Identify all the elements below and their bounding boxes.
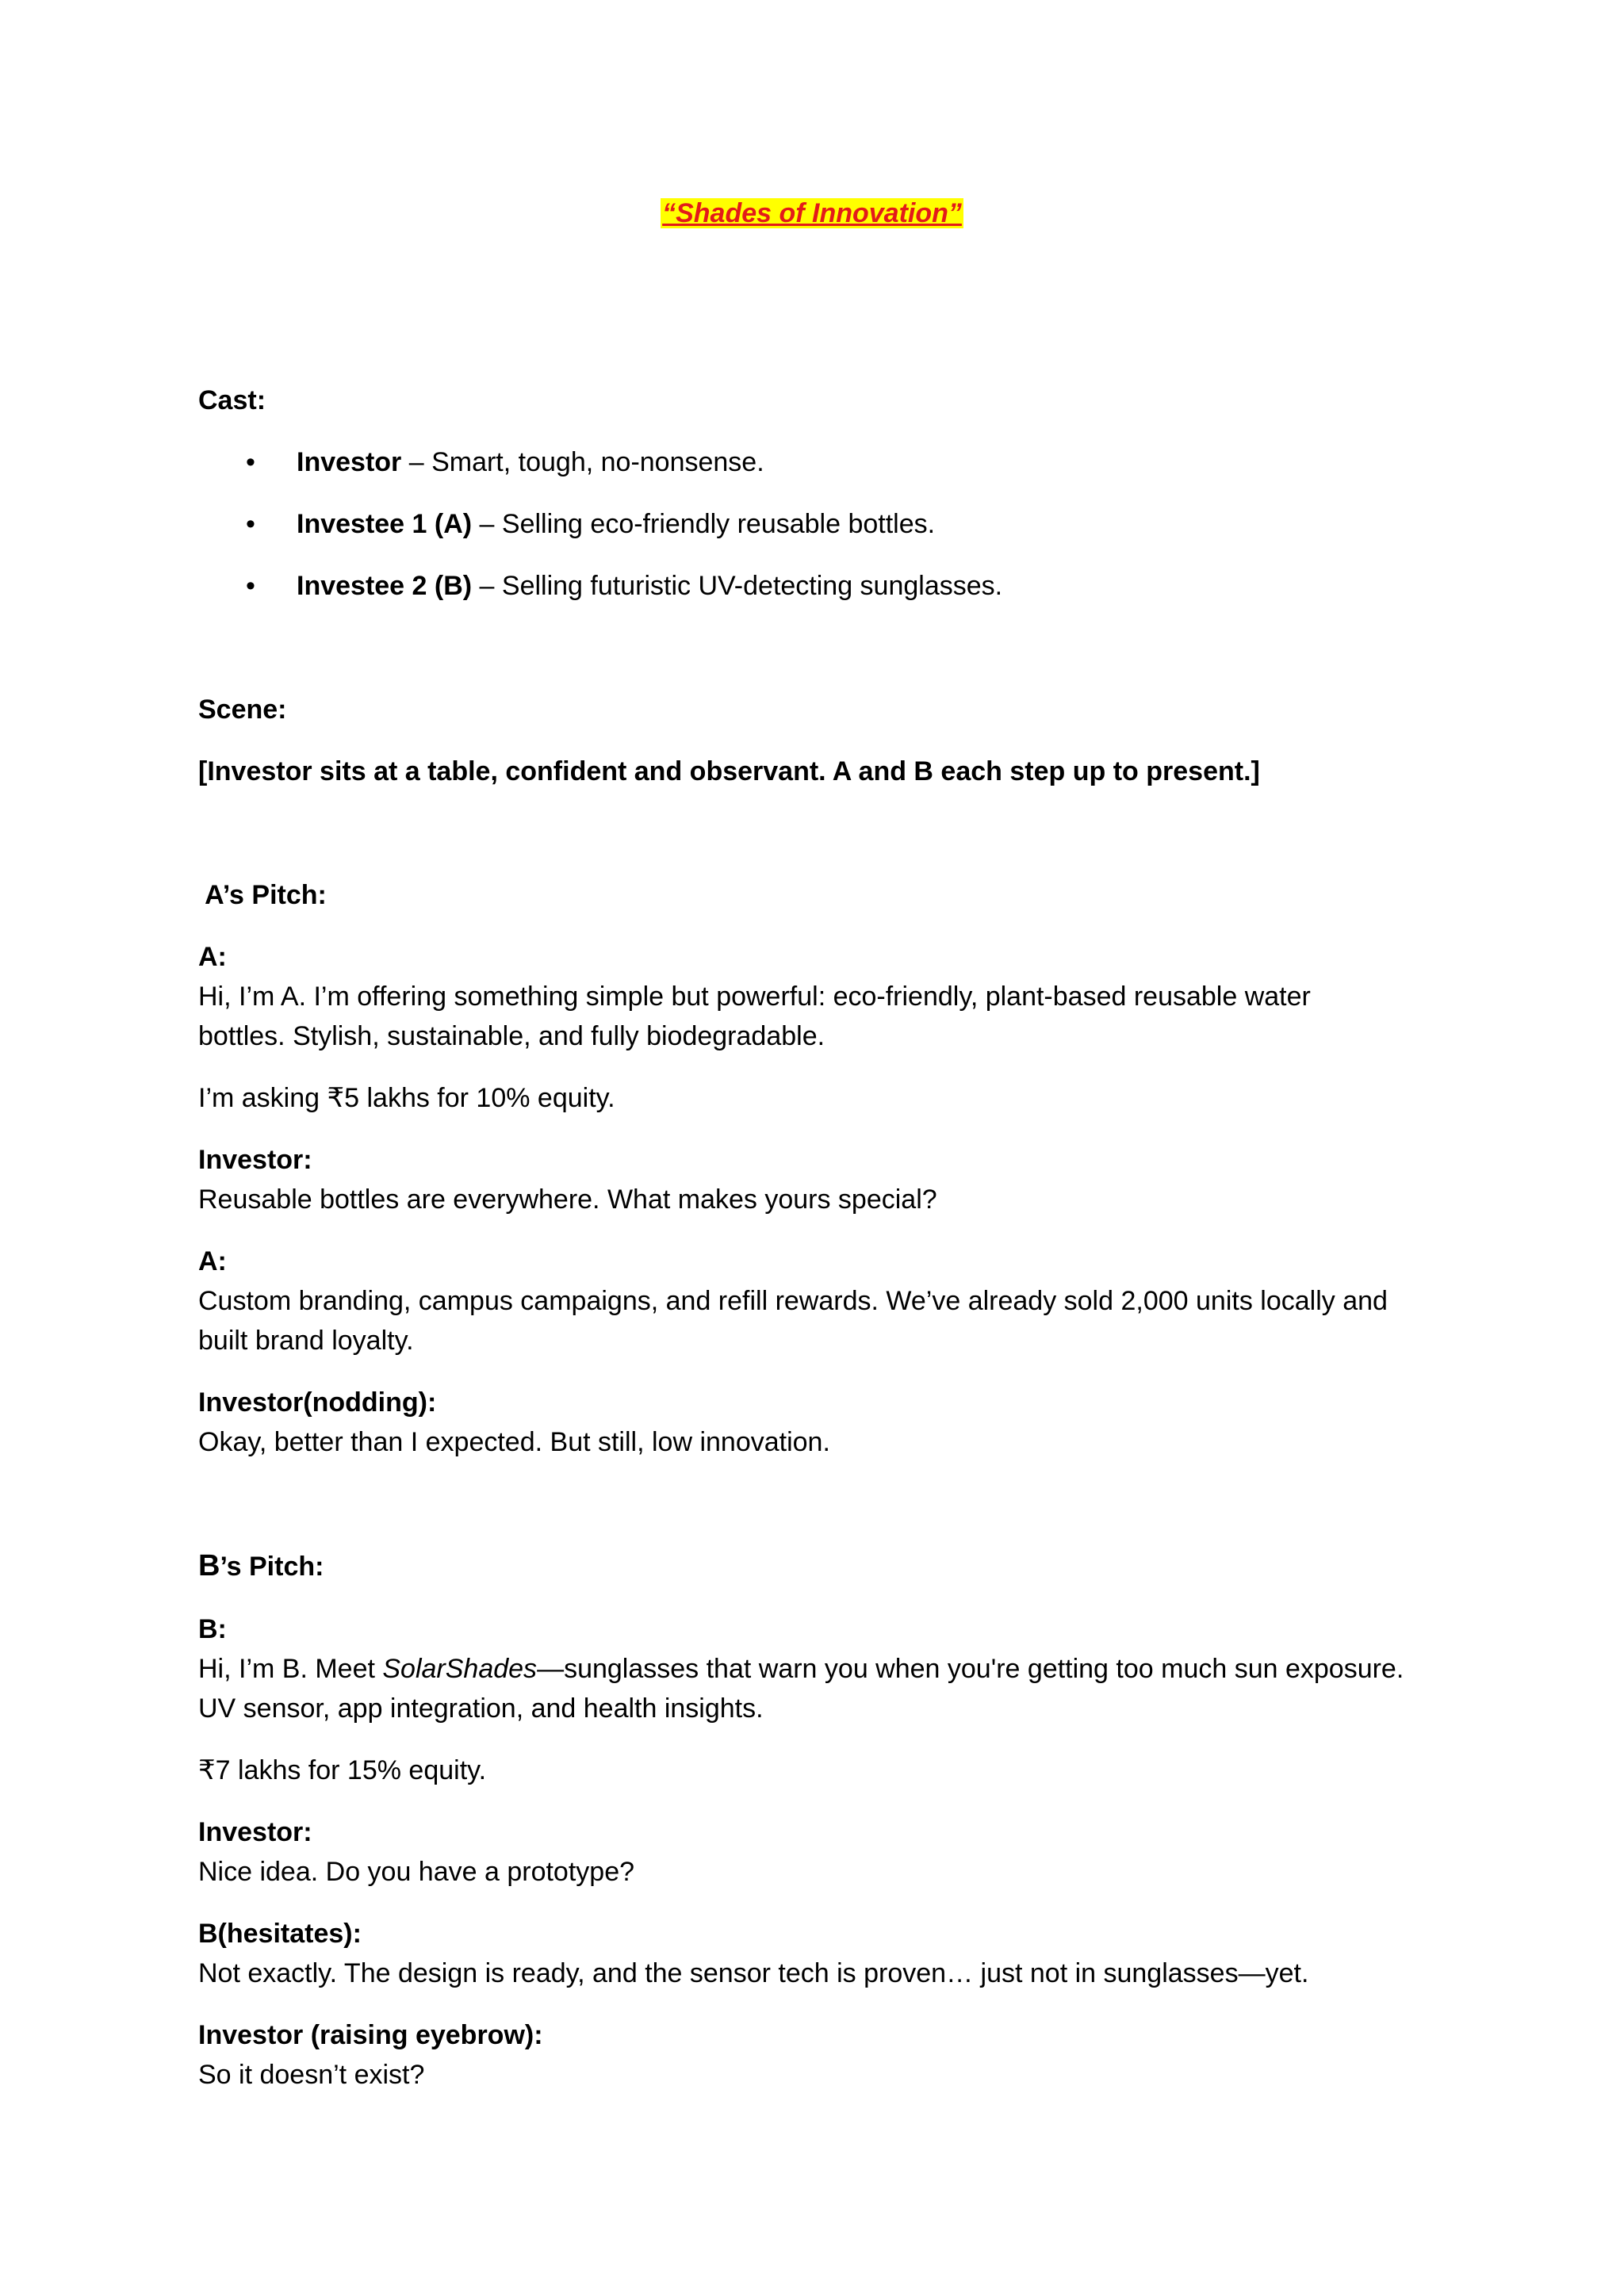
bullet-icon: • [246,571,255,601]
cast-item-investee-b [297,566,1002,606]
scene-heading: Scene: [198,695,287,725]
dialogue-prefix: Hi, I’m B. Meet [198,1654,383,1684]
speaker-label: Investor (raising eyebrow): [198,2020,543,2050]
speaker-label: Investor: [198,1145,312,1175]
title-text: “Shades of Innovation” [662,198,962,228]
cast-item-name: Investee 1 (A) [297,509,473,539]
speaker-label: Investor(nodding): [198,1387,437,1418]
cast-item-desc: – Selling futuristic UV-detecting sunglasses. [472,571,1003,601]
b-pitch-heading [198,1546,324,1586]
dialogue-line: Nice idea. Do you have a prototype? [198,1857,635,1887]
dialogue-line: Custom branding, campus campaigns, and refill rewards. We’ve already sold 2,000 units locally and [198,1286,1388,1316]
cast-item-desc: – Selling eco-friendly reusable bottles. [472,509,936,539]
cast-heading: Cast: [198,385,266,415]
speaker-label: A: [198,1246,227,1276]
dialogue-line: I’m asking ₹5 lakhs for 10% equity. [198,1083,615,1113]
document-title [0,193,1624,233]
dialogue-line: UV sensor, app integration, and health insights. [198,1693,764,1724]
cast-item-investor [297,442,764,482]
dialogue-line: Hi, I’m A. I’m offering something simple but powerful: eco-friendly, plant-based reusable water [198,982,1311,1012]
dialogue-suffix: —sunglasses that warn you when you're getting too much sun exposure. [537,1654,1404,1684]
a-pitch-heading: A’s Pitch: [198,880,327,910]
dialogue-line: Reusable bottles are everywhere. What makes yours special? [198,1184,937,1215]
cast-item-name: Investor [297,447,409,477]
dialogue-line: built brand loyalty. [198,1326,414,1356]
bullet-icon: • [246,509,255,539]
b-pitch-heading-rest: ’s Pitch: [220,1552,324,1582]
product-name: SolarShades [382,1654,538,1684]
dialogue-line: So it doesn’t exist? [198,2060,425,2090]
speaker-label: B(hesitates): [198,1919,362,1949]
speaker-label: A: [198,942,227,972]
scene-direction: [Investor sits at a table, confident and observant. A and B each step up to present.] [198,756,1260,786]
dialogue-line: Not exactly. The design is ready, and the sensor tech is proven… just not in sunglasses—yet. [198,1958,1309,1988]
speaker-label: Investor: [198,1817,312,1847]
cast-item-investee-a [297,504,935,544]
bullet-icon: • [246,447,255,477]
cast-item-desc: – Smart, tough, no-nonsense. [408,447,764,477]
dialogue-line: ₹7 lakhs for 15% equity. [198,1755,487,1785]
speaker-label: B: [198,1614,227,1644]
dialogue-line: bottles. Stylish, sustainable, and fully biodegradable. [198,1021,825,1051]
dialogue-line [198,1649,1404,1689]
cast-item-name: Investee 2 (B) [297,571,473,601]
b-pitch-heading-letter: B [198,1549,220,1582]
dialogue-line: Okay, better than I expected. But still, low innovation. [198,1427,830,1457]
